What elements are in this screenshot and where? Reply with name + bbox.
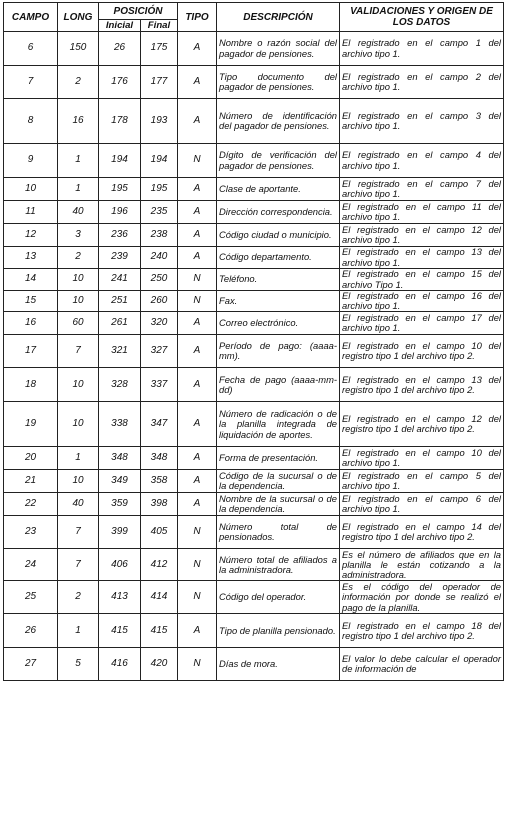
- cell-campo: 19: [4, 402, 58, 447]
- cell-descripcion: Teléfono.: [217, 269, 340, 291]
- cell-inicial: 194: [99, 144, 141, 178]
- cell-long: 10: [58, 291, 99, 312]
- table-row: [4, 32, 504, 66]
- cell-campo: 16: [4, 312, 58, 335]
- cell-descripcion: Tipo de planilla pensionado.: [217, 614, 340, 648]
- cell-long: 2: [58, 66, 99, 99]
- cell-tipo: A: [178, 312, 217, 335]
- cell-campo: 6: [4, 32, 58, 66]
- cell-campo: 23: [4, 516, 58, 549]
- cell-inicial: 359: [99, 493, 141, 516]
- cell-validacion: El registrado en el campo 12 del archivo tipo 1.: [340, 224, 504, 247]
- cell-long: 7: [58, 516, 99, 549]
- cell-inicial: 178: [99, 99, 141, 144]
- cell-validacion: El registrado en el campo 14 del registro tipo 1 del archivo tipo 2.: [340, 516, 504, 549]
- cell-long: 1: [58, 178, 99, 201]
- cell-final: 240: [141, 247, 178, 269]
- cell-long: 5: [58, 648, 99, 681]
- cell-long: 7: [58, 549, 99, 581]
- cell-final: 260: [141, 291, 178, 312]
- cell-validacion: El registrado en el campo 16 del archivo tipo 1.: [340, 291, 504, 312]
- cell-final: 235: [141, 201, 178, 224]
- cell-tipo: N: [178, 269, 217, 291]
- cell-tipo: A: [178, 224, 217, 247]
- cell-long: 10: [58, 470, 99, 493]
- cell-validacion: El registrado en el campo 18 del registro tipo 1 del archivo tipo 2.: [340, 614, 504, 648]
- table-row: [4, 66, 504, 99]
- cell-campo: 25: [4, 581, 58, 614]
- cell-validacion: El registrado en el campo 11 del archivo tipo 1.: [340, 201, 504, 224]
- cell-inicial: 239: [99, 247, 141, 269]
- table-row: [4, 516, 504, 549]
- header-descripcion: DESCRIPCIÓN: [217, 3, 340, 32]
- table-row: [4, 335, 504, 368]
- cell-descripcion: Número de radicación o de la planilla integrada de liquidación de aportes.: [217, 402, 340, 447]
- cell-validacion: El registrado en el campo 17 del archivo tipo 1.: [340, 312, 504, 335]
- cell-final: 327: [141, 335, 178, 368]
- cell-campo: 8: [4, 99, 58, 144]
- cell-validacion: Es el código del operador de información por donde se realizó el pago de la planilla.: [340, 581, 504, 614]
- cell-tipo: N: [178, 144, 217, 178]
- table-row: [4, 178, 504, 201]
- cell-final: 250: [141, 269, 178, 291]
- cell-inicial: 413: [99, 581, 141, 614]
- cell-validacion: El registrado en el campo 10 del registro tipo 1 del archivo tipo 2.: [340, 335, 504, 368]
- cell-final: 238: [141, 224, 178, 247]
- cell-inicial: 26: [99, 32, 141, 66]
- table-row: [4, 291, 504, 312]
- table-row: [4, 493, 504, 516]
- header-validaciones: VALIDACIONES Y ORIGEN DE LOS DATOS: [340, 3, 504, 32]
- cell-descripcion: Número total de afiliados a la administradora.: [217, 549, 340, 581]
- cell-long: 40: [58, 201, 99, 224]
- cell-validacion: El registrado en el campo 13 del archivo tipo 1.: [340, 247, 504, 269]
- table-row: [4, 581, 504, 614]
- cell-inicial: 196: [99, 201, 141, 224]
- cell-validacion: El registrado en el campo 10 del archivo tipo 1.: [340, 447, 504, 470]
- cell-campo: 24: [4, 549, 58, 581]
- cell-campo: 14: [4, 269, 58, 291]
- cell-descripcion: Fax.: [217, 291, 340, 312]
- cell-final: 337: [141, 368, 178, 402]
- cell-inicial: 241: [99, 269, 141, 291]
- cell-descripcion: Período de pago: (aaaa-mm).: [217, 335, 340, 368]
- table-row: [4, 144, 504, 178]
- cell-validacion: El registrado en el campo 4 del archivo tipo 1.: [340, 144, 504, 178]
- cell-descripcion: Código de la sucursal o de la dependencia.: [217, 470, 340, 493]
- cell-tipo: A: [178, 470, 217, 493]
- cell-tipo: A: [178, 66, 217, 99]
- cell-validacion: El registrado en el campo 13 del registro tipo 1 del archivo tipo 2.: [340, 368, 504, 402]
- cell-inicial: 338: [99, 402, 141, 447]
- cell-validacion: El registrado en el campo 2 del archivo tipo 1.: [340, 66, 504, 99]
- cell-tipo: A: [178, 614, 217, 648]
- cell-inicial: 195: [99, 178, 141, 201]
- cell-inicial: 236: [99, 224, 141, 247]
- cell-inicial: 251: [99, 291, 141, 312]
- cell-final: 358: [141, 470, 178, 493]
- cell-tipo: N: [178, 581, 217, 614]
- table-row: [4, 247, 504, 269]
- cell-inicial: 399: [99, 516, 141, 549]
- cell-final: 414: [141, 581, 178, 614]
- cell-final: 415: [141, 614, 178, 648]
- cell-final: 193: [141, 99, 178, 144]
- cell-final: 195: [141, 178, 178, 201]
- cell-long: 3: [58, 224, 99, 247]
- cell-long: 1: [58, 447, 99, 470]
- cell-descripcion: Forma de presentación.: [217, 447, 340, 470]
- cell-final: 177: [141, 66, 178, 99]
- cell-long: 1: [58, 144, 99, 178]
- cell-tipo: N: [178, 648, 217, 681]
- cell-tipo: A: [178, 32, 217, 66]
- cell-final: 347: [141, 402, 178, 447]
- cell-inicial: 261: [99, 312, 141, 335]
- cell-inicial: 415: [99, 614, 141, 648]
- header-posicion: POSICIÓN: [99, 3, 178, 20]
- cell-validacion: El registrado en el campo 12 del registro tipo 1 del archivo tipo 2.: [340, 402, 504, 447]
- cell-campo: 18: [4, 368, 58, 402]
- cell-campo: 9: [4, 144, 58, 178]
- cell-inicial: 416: [99, 648, 141, 681]
- cell-inicial: 349: [99, 470, 141, 493]
- table-row: [4, 99, 504, 144]
- cell-final: 398: [141, 493, 178, 516]
- field-spec-table: [3, 2, 504, 681]
- cell-tipo: A: [178, 99, 217, 144]
- cell-tipo: A: [178, 201, 217, 224]
- cell-validacion: El registrado en el campo 1 del archivo tipo 1.: [340, 32, 504, 66]
- table-row: [4, 447, 504, 470]
- cell-long: 2: [58, 247, 99, 269]
- cell-final: 412: [141, 549, 178, 581]
- header-tipo: TIPO: [178, 3, 217, 32]
- table-row: [4, 269, 504, 291]
- cell-final: 405: [141, 516, 178, 549]
- cell-long: 10: [58, 402, 99, 447]
- cell-campo: 22: [4, 493, 58, 516]
- cell-final: 420: [141, 648, 178, 681]
- table-row: [4, 402, 504, 447]
- cell-descripcion: Nombre o razón social del pagador de pensiones.: [217, 32, 340, 66]
- cell-campo: 21: [4, 470, 58, 493]
- cell-tipo: A: [178, 402, 217, 447]
- cell-descripcion: Número de identificación del pagador de pensiones.: [217, 99, 340, 144]
- cell-long: 60: [58, 312, 99, 335]
- header-inicial: Inicial: [99, 20, 141, 32]
- cell-campo: 15: [4, 291, 58, 312]
- cell-long: 10: [58, 368, 99, 402]
- cell-validacion: El registrado en el campo 3 del archivo tipo 1.: [340, 99, 504, 144]
- table-body: [4, 32, 504, 681]
- cell-final: 194: [141, 144, 178, 178]
- cell-descripcion: Número total de pensionados.: [217, 516, 340, 549]
- cell-validacion: El registrado en el campo 6 del archivo tipo 1.: [340, 493, 504, 516]
- cell-tipo: N: [178, 516, 217, 549]
- table-row: [4, 201, 504, 224]
- cell-campo: 10: [4, 178, 58, 201]
- cell-campo: 7: [4, 66, 58, 99]
- cell-campo: 20: [4, 447, 58, 470]
- cell-tipo: A: [178, 447, 217, 470]
- cell-descripcion: Fecha de pago (aaaa-mm-dd): [217, 368, 340, 402]
- cell-inicial: 328: [99, 368, 141, 402]
- cell-inicial: 406: [99, 549, 141, 581]
- cell-inicial: 176: [99, 66, 141, 99]
- cell-descripcion: Dirección correspondencia.: [217, 201, 340, 224]
- cell-long: 150: [58, 32, 99, 66]
- cell-final: 320: [141, 312, 178, 335]
- cell-inicial: 321: [99, 335, 141, 368]
- cell-long: 10: [58, 269, 99, 291]
- header-final: Final: [141, 20, 178, 32]
- cell-descripcion: Nombre de la sucursal o de la dependencia.: [217, 493, 340, 516]
- cell-validacion: El registrado en el campo 15 del archivo Tipo 1.: [340, 269, 504, 291]
- cell-descripcion: Tipo documento del pagador de pensiones.: [217, 66, 340, 99]
- header-campo: CAMPO: [4, 3, 58, 32]
- cell-tipo: N: [178, 549, 217, 581]
- table-row: [4, 224, 504, 247]
- cell-campo: 27: [4, 648, 58, 681]
- cell-final: 348: [141, 447, 178, 470]
- cell-tipo: N: [178, 291, 217, 312]
- cell-descripcion: Correo electrónico.: [217, 312, 340, 335]
- cell-final: 175: [141, 32, 178, 66]
- cell-descripcion: Dígito de verificación del pagador de pensiones.: [217, 144, 340, 178]
- cell-long: 16: [58, 99, 99, 144]
- cell-campo: 11: [4, 201, 58, 224]
- cell-validacion: El valor lo debe calcular el operador de información de: [340, 648, 504, 681]
- cell-campo: 17: [4, 335, 58, 368]
- cell-tipo: A: [178, 178, 217, 201]
- table-row: [4, 470, 504, 493]
- cell-tipo: A: [178, 493, 217, 516]
- cell-campo: 13: [4, 247, 58, 269]
- cell-long: 7: [58, 335, 99, 368]
- cell-validacion: Es el número de afiliados que en la planilla le están cotizando a la administradora.: [340, 549, 504, 581]
- cell-descripcion: Código departamento.: [217, 247, 340, 269]
- cell-inicial: 348: [99, 447, 141, 470]
- cell-tipo: A: [178, 335, 217, 368]
- table-row: [4, 368, 504, 402]
- table-row: [4, 312, 504, 335]
- cell-descripcion: Clase de aportante.: [217, 178, 340, 201]
- cell-tipo: A: [178, 247, 217, 269]
- cell-campo: 26: [4, 614, 58, 648]
- table-row: [4, 614, 504, 648]
- cell-validacion: El registrado en el campo 5 del archivo tipo 1.: [340, 470, 504, 493]
- cell-campo: 12: [4, 224, 58, 247]
- header-long: LONG: [58, 3, 99, 32]
- cell-long: 2: [58, 581, 99, 614]
- cell-descripcion: Código ciudad o municipio.: [217, 224, 340, 247]
- cell-descripcion: Código del operador.: [217, 581, 340, 614]
- cell-long: 40: [58, 493, 99, 516]
- cell-long: 1: [58, 614, 99, 648]
- cell-tipo: A: [178, 368, 217, 402]
- table-row: [4, 648, 504, 681]
- table-row: [4, 549, 504, 581]
- cell-validacion: El registrado en el campo 7 del archivo tipo 1.: [340, 178, 504, 201]
- cell-descripcion: Días de mora.: [217, 648, 340, 681]
